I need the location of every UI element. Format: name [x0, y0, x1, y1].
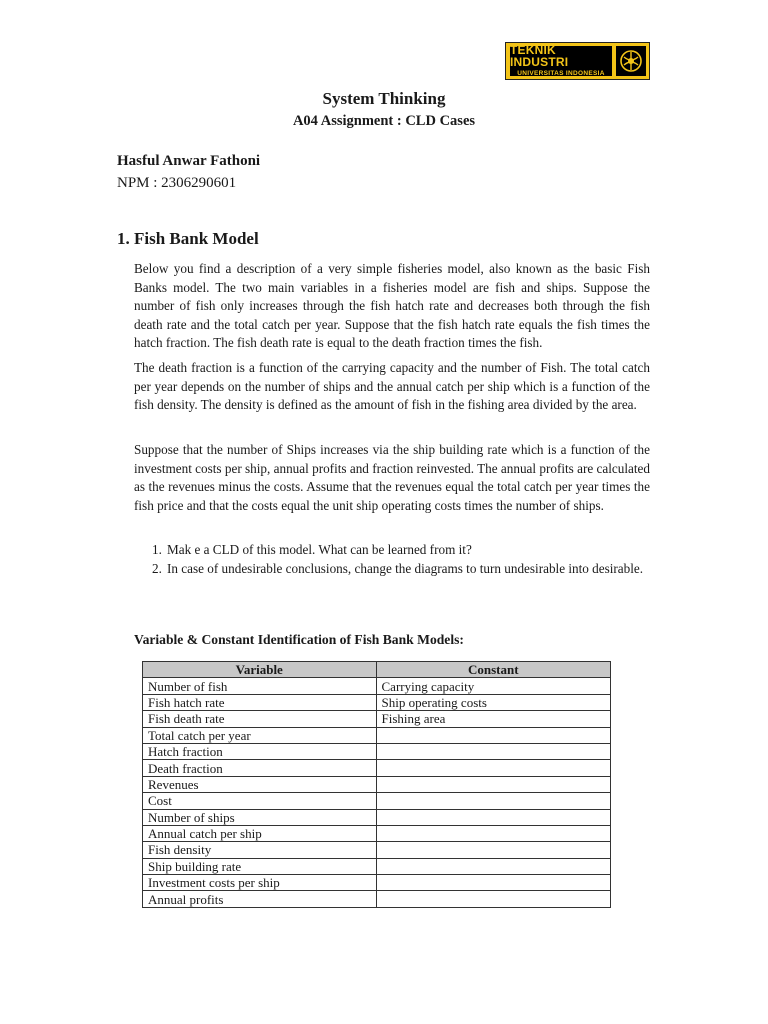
- paragraph-1: Below you find a description of a very simple fisheries model, also known as the basic Fish Banks model. The two main variables in a fisheries model are fish and ships. Suppose the number of fish only increases through the fish hatch rate and decreases both through the fish death rate and the total catch per year. Suppose that the fish hatch rate equals the fish times the hatch fraction. The fish death rate is equal to the death fraction times the fish.: [134, 261, 650, 350]
- variable-cell: Hatch fraction: [143, 743, 377, 759]
- table-row: [143, 694, 611, 710]
- constant-cell: [376, 858, 611, 874]
- table-row: [143, 711, 611, 727]
- variable-cell: Total catch per year: [143, 727, 377, 743]
- table-row: [143, 727, 611, 743]
- table-row: [143, 776, 611, 792]
- table-row: [143, 858, 611, 874]
- assignment-subtitle: A04 Assignment : CLD Cases: [292, 113, 476, 129]
- constant-cell: [376, 727, 611, 743]
- logo-line1: TEKNIK INDUSTRI: [510, 43, 569, 70]
- paragraph-2: The death fraction is a function of the carrying capacity and the number of Fish. The total catch per year depends on the number of ships and the annual catch per ship which is a function of the fish density. The density is defined as the amount of fish in the fishing area divided by the area.: [134, 360, 650, 412]
- table-row: [143, 743, 611, 759]
- variable-cell: Fish hatch rate: [143, 694, 377, 710]
- variable-cell: Death fraction: [143, 760, 377, 776]
- variable-cell: Annual catch per ship: [143, 825, 377, 841]
- column-header-constant: Constant: [376, 662, 611, 678]
- variable-cell: Fish density: [143, 842, 377, 858]
- variable-cell: Fish death rate: [143, 711, 377, 727]
- variable-cell: Number of fish: [143, 678, 377, 694]
- constant-cell: Carrying capacity: [376, 678, 611, 694]
- variable-cell: Investment costs per ship: [143, 875, 377, 891]
- constant-cell: [376, 793, 611, 809]
- constant-cell: [376, 760, 611, 776]
- table-header-row: [143, 662, 611, 678]
- constant-cell: [376, 809, 611, 825]
- question-text: Mak e a CLD of this model. What can be learned from it?: [167, 542, 472, 557]
- constant-cell: Fishing area: [376, 711, 611, 727]
- variable-cell: Ship building rate: [143, 858, 377, 874]
- table-row: [143, 891, 611, 907]
- question-number: 2.: [152, 560, 162, 576]
- table-row: [143, 678, 611, 694]
- logo-line2: UNIVERSITAS INDONESIA: [517, 70, 605, 78]
- university-logo: [505, 42, 650, 80]
- makara-emblem-icon: [616, 46, 646, 76]
- table-row: [143, 842, 611, 858]
- variable-cell: Cost: [143, 793, 377, 809]
- constant-cell: [376, 842, 611, 858]
- constant-cell: [376, 825, 611, 841]
- table-row: [143, 760, 611, 776]
- constant-cell: [376, 776, 611, 792]
- constant-cell: Ship operating costs: [376, 694, 611, 710]
- variable-cell: Annual profits: [143, 891, 377, 907]
- table-row: [143, 825, 611, 841]
- list-item: [134, 541, 650, 560]
- column-header-variable: Variable: [143, 662, 377, 678]
- logo-wordmark: [510, 43, 612, 78]
- variable-constant-table: [142, 661, 611, 908]
- constant-cell: [376, 875, 611, 891]
- table-title: Variable & Constant Identification of Fish Bank Models:: [134, 632, 464, 647]
- student-id: NPM : 2306290601: [117, 175, 237, 191]
- question-text: In case of undesirable conclusions, change the diagrams to turn undesirable into desirable.: [167, 560, 644, 576]
- constant-cell: [376, 891, 611, 907]
- author-name: Hasful Anwar Fathoni: [117, 153, 261, 169]
- question-number: 1.: [152, 542, 162, 557]
- variable-cell: Number of ships: [143, 809, 377, 825]
- table-row: [143, 793, 611, 809]
- constant-cell: [376, 743, 611, 759]
- table-row: [143, 875, 611, 891]
- table-row: [143, 809, 611, 825]
- question-list: [134, 541, 650, 578]
- list-item: [134, 560, 650, 579]
- section-heading: 1. Fish Bank Model: [117, 229, 259, 248]
- variable-cell: Revenues: [143, 776, 377, 792]
- paragraph-3: Suppose that the number of Ships increases via the ship building rate which is a function of the investment costs per ship, annual profits and fraction reinvested. The annual profits are calculated as the revenues minus the costs. Assume that the revenues equal the total catch per year times the fish price and that the costs equal the unit ship operating costs times the number of ships.: [134, 442, 650, 513]
- page-title: System Thinking: [322, 89, 446, 108]
